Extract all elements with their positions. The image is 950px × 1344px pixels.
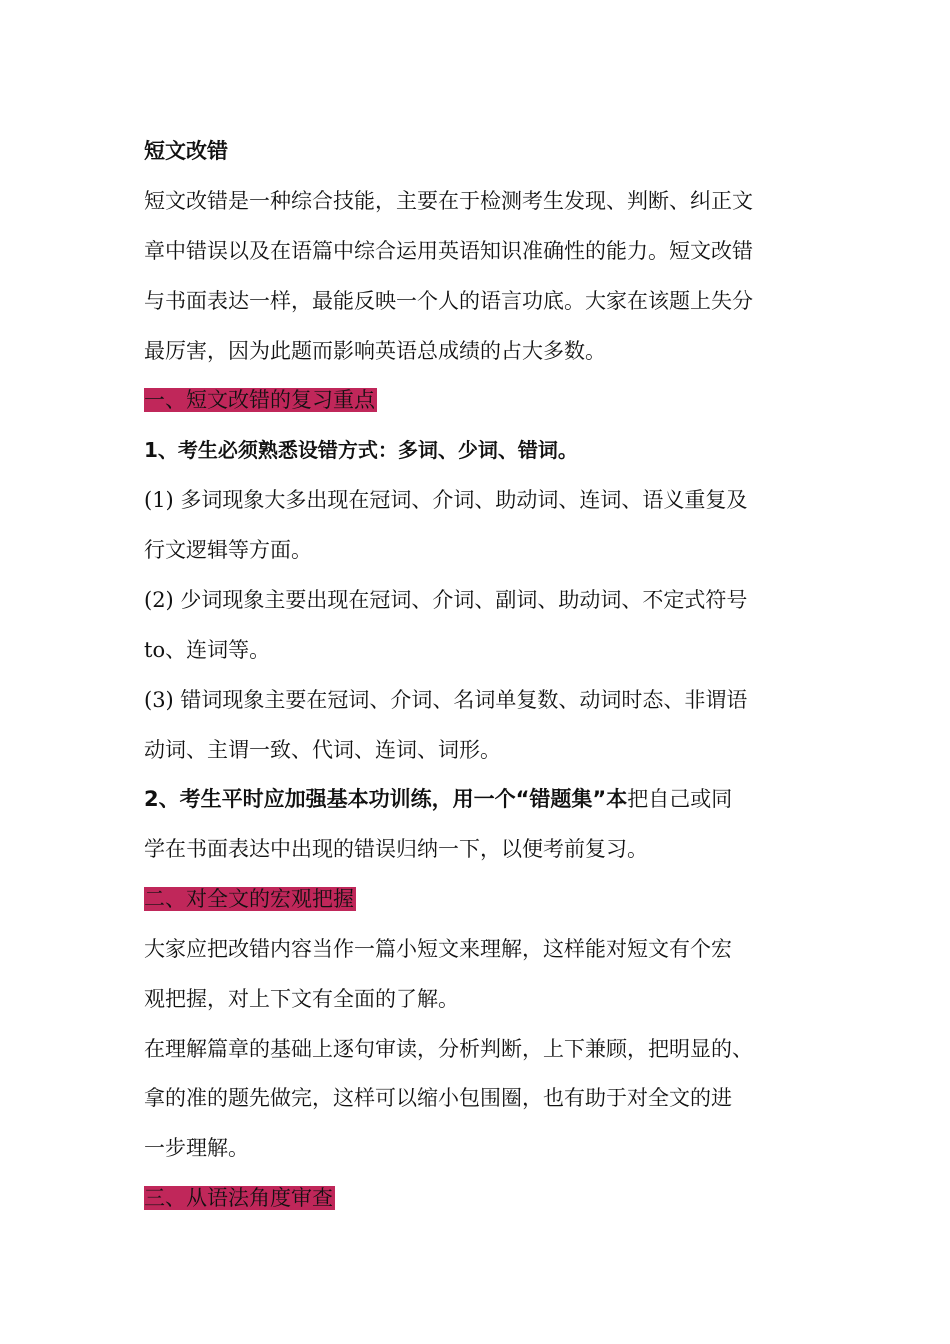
section-1-item-line-6: 动词、主谓一致、代词、连词、词形。 bbox=[144, 738, 501, 762]
section-2-line-4: 拿的准的题先做完，这样可以缩小包围圈，也有助于对全文的进 bbox=[144, 1086, 732, 1110]
intro-line-2: 章中错误以及在语篇中综合运用英语知识准确性的能力。短文改错 bbox=[144, 239, 753, 263]
section-3-heading-highlight: 三、从语法角度审查 bbox=[144, 1186, 333, 1210]
section-1-point-1: 1、考生必须熟悉设错方式：多词、少词、错词。 bbox=[144, 438, 578, 462]
section-2-line-2: 观把握，对上下文有全面的了解。 bbox=[144, 987, 459, 1011]
section-1-item-line-5: (3) 错词现象主要在冠词、介词、名词单复数、动词时态、非谓语 bbox=[144, 688, 748, 712]
section-1-item-line-1: (1) 多词现象大多出现在冠词、介词、助动词、连词、语义重复及 bbox=[144, 488, 748, 512]
intro-line-4: 最厉害，因为此题而影响英语总成绩的占大多数。 bbox=[144, 339, 606, 363]
section-2-heading bbox=[144, 884, 356, 914]
section-2-line-5: 一步理解。 bbox=[144, 1136, 249, 1160]
section-2-line-1: 大家应把改错内容当作一篇小短文来理解，这样能对短文有个宏 bbox=[144, 937, 732, 961]
section-1-point-2-line-2: 学在书面表达中出现的错误归纳一下，以便考前复习。 bbox=[144, 837, 648, 861]
section-3-heading bbox=[144, 1183, 335, 1213]
intro-line-1: 短文改错是一种综合技能，主要在于检测考生发现、判断、纠正文 bbox=[144, 189, 753, 213]
section-1-item-line-2: 行文逻辑等方面。 bbox=[144, 538, 312, 562]
section-1-item-line-3: (2) 少词现象主要出现在冠词、介词、副词、助动词、不定式符号 bbox=[144, 588, 748, 612]
section-1-item-line-4: to、连词等。 bbox=[144, 638, 271, 662]
section-1-point-2-rest: 把自己或同 bbox=[627, 787, 733, 811]
section-2-line-3: 在理解篇章的基础上逐句审读，分析判断，上下兼顾，把明显的、 bbox=[144, 1037, 753, 1061]
section-1-point-2 bbox=[144, 784, 732, 814]
section-1-heading-highlight: 一、短文改错的复习重点 bbox=[144, 388, 375, 412]
document-title: 短文改错 bbox=[144, 139, 228, 163]
section-2-heading-highlight: 二、对全文的宏观把握 bbox=[144, 887, 354, 911]
intro-line-3: 与书面表达一样，最能反映一个人的语言功底。大家在该题上失分 bbox=[144, 289, 753, 313]
section-1-point-2-bold: 2、考生平时应加强基本功训练，用一个“错题集”本 bbox=[144, 787, 628, 811]
section-1-heading bbox=[144, 385, 377, 415]
